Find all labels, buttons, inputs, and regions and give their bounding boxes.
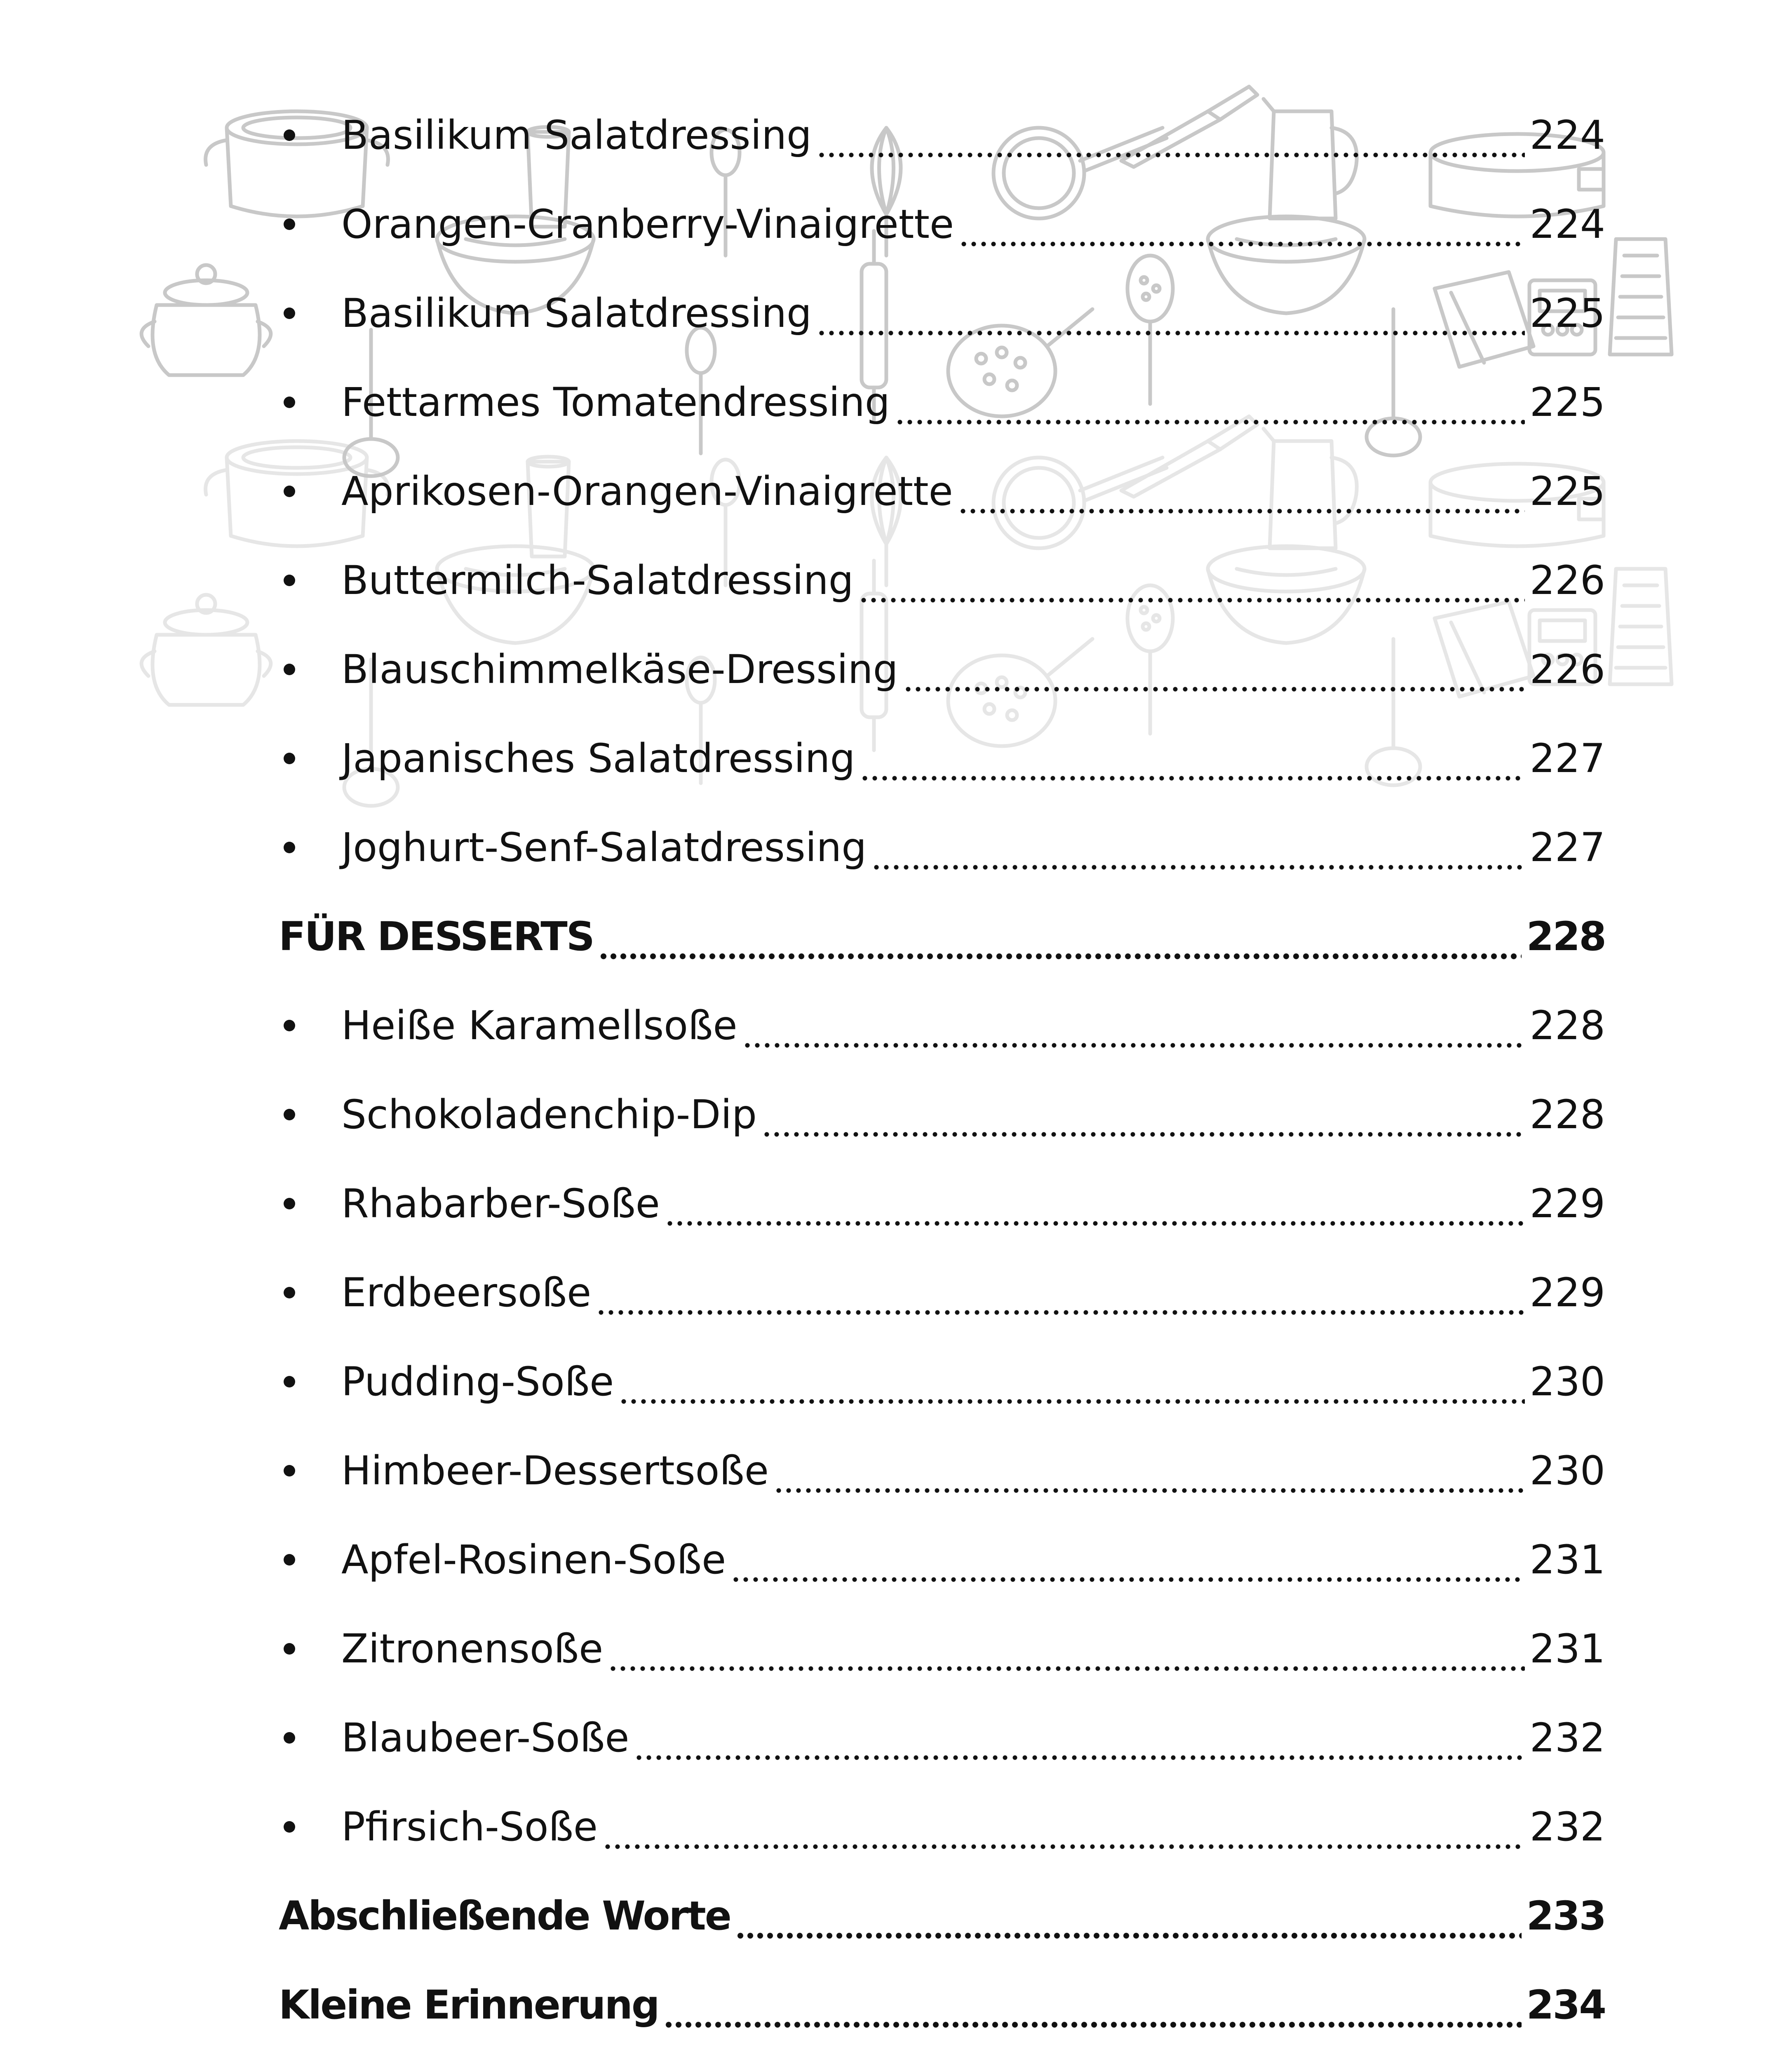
toc-entry-title: Buttermilch-Salatdressing: [341, 557, 854, 603]
toc-entry-title: Pudding-Soße: [341, 1359, 614, 1405]
dot-leader: [817, 297, 1525, 336]
toc-page-number: 224: [1529, 112, 1605, 158]
table-of-contents: [279, 91, 1605, 2061]
toc-section-heading[interactable]: [279, 892, 1605, 981]
toc-entry[interactable]: [279, 1426, 1605, 1515]
toc-page-number: 232: [1529, 1804, 1605, 1850]
dot-leader: [735, 1899, 1522, 1939]
toc-entry[interactable]: [279, 1248, 1605, 1337]
bullet-icon: [284, 753, 295, 764]
toc-page-number: 227: [1529, 824, 1605, 871]
toc-entry-title: Japanisches Salatdressing: [341, 735, 855, 782]
toc-page-number: 231: [1529, 1537, 1605, 1583]
dot-leader: [903, 653, 1525, 692]
toc-entry[interactable]: [279, 981, 1605, 1070]
dot-leader: [731, 1543, 1525, 1583]
toc-section-heading[interactable]: [279, 1871, 1605, 1960]
toc-entry[interactable]: [279, 536, 1605, 625]
toc-entry[interactable]: [279, 714, 1605, 803]
dot-leader: [958, 475, 1525, 514]
toc-entry-title: FÜR DESSERTS: [279, 913, 594, 960]
toc-entry-title: Blauschimmelkäse-Dressing: [341, 646, 898, 692]
toc-entry-title: Kleine Erinnerung: [279, 1982, 659, 2028]
bullet-icon: [284, 1109, 295, 1120]
toc-page-number: 228: [1529, 1002, 1605, 1049]
toc-page-number: 232: [1529, 1715, 1605, 1761]
toc-page-number: 228: [1529, 1092, 1605, 1138]
toc-entry-title: Zitronensoße: [341, 1626, 604, 1672]
dot-leader: [596, 1276, 1525, 1316]
toc-page-number: 229: [1529, 1181, 1605, 1227]
toc-entry[interactable]: [279, 1604, 1605, 1693]
toc-page-number: 230: [1529, 1359, 1605, 1405]
bullet-icon: [284, 575, 295, 586]
dot-leader: [599, 920, 1522, 960]
toc-page-number: 226: [1529, 646, 1605, 692]
bullet-icon: [284, 308, 295, 319]
bullet-icon: [284, 1287, 295, 1298]
toc-page-number: 225: [1529, 290, 1605, 336]
dot-leader: [774, 1454, 1525, 1494]
toc-entry[interactable]: [279, 1070, 1605, 1159]
toc-page-number: 225: [1529, 379, 1605, 425]
bullet-icon: [284, 1732, 295, 1744]
bullet-icon: [284, 1198, 295, 1209]
dot-leader: [619, 1365, 1525, 1405]
toc-entry-title: Himbeer-Dessertsoße: [341, 1448, 769, 1494]
bullet-icon: [284, 1554, 295, 1566]
dot-leader: [742, 1009, 1525, 1049]
toc-page-number: 231: [1529, 1626, 1605, 1672]
dot-leader: [959, 208, 1525, 247]
toc-page-number: 224: [1529, 201, 1605, 247]
dot-leader: [895, 386, 1525, 425]
toc-entry-title: Aprikosen-Orangen-Vinaigrette: [341, 468, 953, 514]
dot-leader: [665, 1187, 1525, 1227]
bullet-icon: [284, 1465, 295, 1477]
toc-entry-title: Fettarmes Tomatendressing: [341, 379, 890, 425]
toc-entry[interactable]: [279, 1782, 1605, 1871]
toc-page-number: 227: [1529, 735, 1605, 782]
toc-entry-title: Basilikum Salatdressing: [341, 290, 812, 336]
dot-leader: [634, 1721, 1524, 1761]
bullet-icon: [284, 1643, 295, 1655]
bullet-icon: [284, 1020, 295, 1031]
toc-entry-title: Heiße Karamellsoße: [341, 1002, 737, 1049]
toc-entry-title: Joghurt-Senf-Salatdressing: [341, 824, 867, 871]
dot-leader: [608, 1632, 1525, 1672]
toc-section-heading[interactable]: [279, 1960, 1605, 2049]
toc-entry[interactable]: [279, 447, 1605, 536]
toc-entry[interactable]: [279, 180, 1605, 269]
toc-entry[interactable]: [279, 1693, 1605, 1782]
toc-entry-title: Basilikum Salatdressing: [341, 112, 812, 158]
toc-section-heading[interactable]: [279, 2049, 1605, 2061]
bullet-icon: [284, 397, 295, 408]
dot-leader: [859, 564, 1525, 603]
toc-entry[interactable]: [279, 1159, 1605, 1248]
dot-leader: [664, 1988, 1522, 2028]
bullet-icon: [284, 664, 295, 675]
bullet-icon: [284, 1821, 295, 1833]
toc-entry[interactable]: [279, 1515, 1605, 1604]
toc-entry-title: Abschließende Worte: [279, 1893, 730, 1939]
toc-entry-title: Apfel-Rosinen-Soße: [341, 1537, 726, 1583]
toc-entry-title: Rhabarber-Soße: [341, 1181, 660, 1227]
toc-entry[interactable]: [279, 269, 1605, 358]
bullet-icon: [284, 842, 295, 853]
dot-leader: [871, 831, 1525, 871]
dot-leader: [762, 1098, 1525, 1138]
toc-entry-title: Orangen-Cranberry-Vinaigrette: [341, 201, 954, 247]
bullet-icon: [284, 1376, 295, 1387]
toc-page-number: 229: [1529, 1270, 1605, 1316]
toc-page-number: 234: [1526, 1982, 1605, 2028]
dot-leader: [860, 742, 1524, 782]
bullet-icon: [284, 486, 295, 497]
toc-entry[interactable]: [279, 1337, 1605, 1426]
toc-entry[interactable]: [279, 91, 1605, 180]
toc-page-number: 233: [1526, 1893, 1605, 1939]
toc-page-number: 226: [1529, 557, 1605, 603]
toc-page-number: 230: [1529, 1448, 1605, 1494]
toc-entry-title: Pfirsich-Soße: [341, 1804, 598, 1850]
toc-entry-title: Blaubeer-Soße: [341, 1715, 629, 1761]
bullet-icon: [284, 129, 295, 141]
toc-page-number: 228: [1526, 913, 1605, 960]
bullet-icon: [284, 218, 295, 230]
toc-entry[interactable]: [279, 358, 1605, 447]
toc-entry[interactable]: [279, 625, 1605, 714]
toc-entry-title: Schokoladenchip-Dip: [341, 1092, 757, 1138]
toc-page-number: 225: [1529, 468, 1605, 514]
toc-entry[interactable]: [279, 803, 1605, 892]
toc-entry-title: Erdbeersoße: [341, 1270, 592, 1316]
dot-leader: [603, 1810, 1525, 1850]
dot-leader: [817, 119, 1525, 158]
